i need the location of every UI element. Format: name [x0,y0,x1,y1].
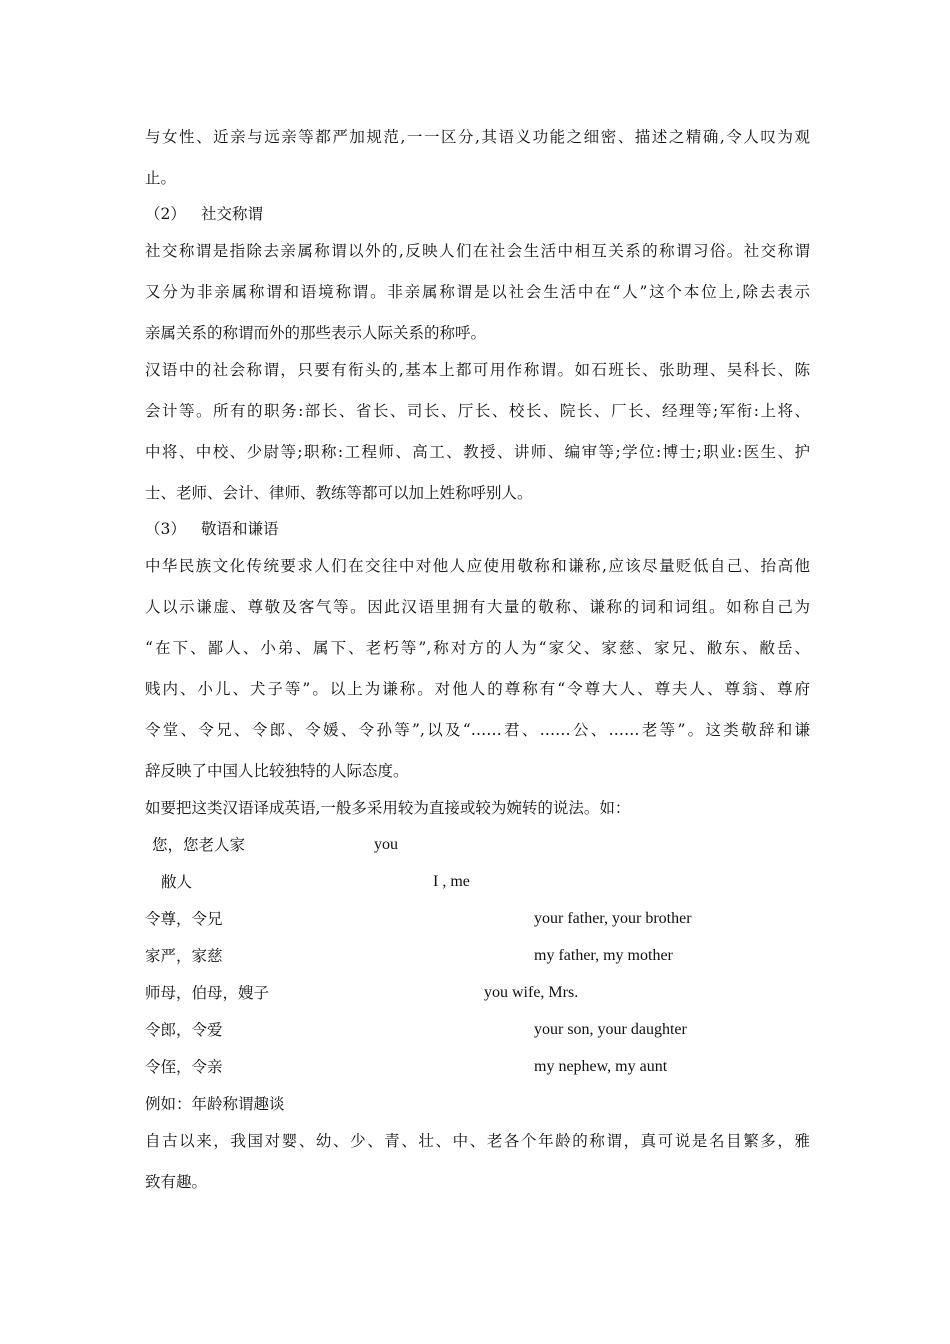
term-english: my father, my mother [534,947,673,964]
paragraph-line: 致有趣。 [145,1173,208,1191]
paragraph-line: 自古以来，我国对婴、幼、少、青、壮、中、老各个年龄的称谓，真可说是名目繁多，雅 [145,1132,810,1150]
term-english: I , me [433,873,470,890]
paragraph-line: 如要把这类汉语译成英语,一般多采用较为直接或较为婉转的说法。如： [145,799,631,817]
term-english: you wife, Mrs. [484,984,579,1001]
paragraph-line: 会计等。所有的职务:部长、省长、司长、厅长、校长、院长、厂长、经理等;军衔:上将、 [145,402,810,420]
term-chinese: 师母，伯母，嫂子 [145,984,270,1002]
paragraph-line: 辞反映了中国人比较独特的人际态度。 [145,762,409,780]
paragraph-line: 亲属关系的称谓而外的那些表示人际关系的称呼。 [145,324,487,342]
paragraph-line: 中将、中校、少尉等;职称:工程师、高工、教授、讲师、编审等;学位:博士;职业:医生、护 [145,443,810,461]
paragraph-line: “在下、鄙人、小弟、属下、老朽等”,称对方的人为“家父、家慈、家兄、敝东、敝岳、 [145,639,810,657]
paragraph-line: 人以示谦虚、尊敬及客气等。因此汉语里拥有大量的敬称、谦称的词和词组。如称自己为 [145,598,810,616]
section-title: 敬语和谦语 [201,520,279,538]
paragraph-line: 士、老师、会计、律师、教练等都可以加上姓称呼别人。 [145,484,533,502]
paragraph-line: 中华民族文化传统要求人们在交往中对他人应使用敬称和谦称,应该尽量贬低自己、抬高他 [145,557,810,575]
paragraph-line: 令堂、令兄、令郎、令媛、令孙等”,以及“……君、……公、……老等”。这类敬辞和谦 [145,721,810,739]
paragraph-line: 与女性、近亲与远亲等都严加规范,一一区分,其语义功能之细密、描述之精确,令人叹为观 [145,128,810,146]
term-chinese: 令侄，令亲 [145,1058,223,1076]
paragraph-line: 止。 [145,169,177,187]
paragraph-line: 例如：年龄称谓趣谈 [145,1095,285,1113]
term-chinese: 敝人 [161,873,193,891]
paragraph-line: 贱内、小儿、犬子等”。以上为谦称。对他人的尊称有“令尊大人、尊夫人、尊翁、尊府 [145,680,810,698]
section-heading [145,519,810,539]
term-english: your father, your brother [534,910,692,927]
term-chinese: 令郎，令爱 [145,1021,223,1039]
section-heading [145,204,810,224]
paragraph-line: 社交称谓是指除去亲属称谓以外的,反映人们在社会生活中相互关系的称谓习俗。社交称谓 [145,242,810,260]
paragraph-line: 汉语中的社会称谓，只要有衔头的,基本上都可用作称谓。如石班长、张助理、吴科长、陈 [145,361,810,379]
section-number: （2） [145,205,186,223]
term-english: your son, your daughter [534,1021,687,1038]
term-english: you [374,836,398,853]
paragraph-line: 又分为非亲属称谓和语境称谓。非亲属称谓是以社会生活中在“人”这个本位上,除去表示 [145,283,810,301]
term-chinese: 您，您老人家 [152,836,246,854]
term-chinese: 家严，家慈 [145,947,223,965]
term-english: my nephew, my aunt [534,1058,668,1075]
term-chinese: 令尊，令兄 [145,910,223,928]
section-number: （3） [145,520,186,538]
section-title: 社交称谓 [201,205,264,223]
